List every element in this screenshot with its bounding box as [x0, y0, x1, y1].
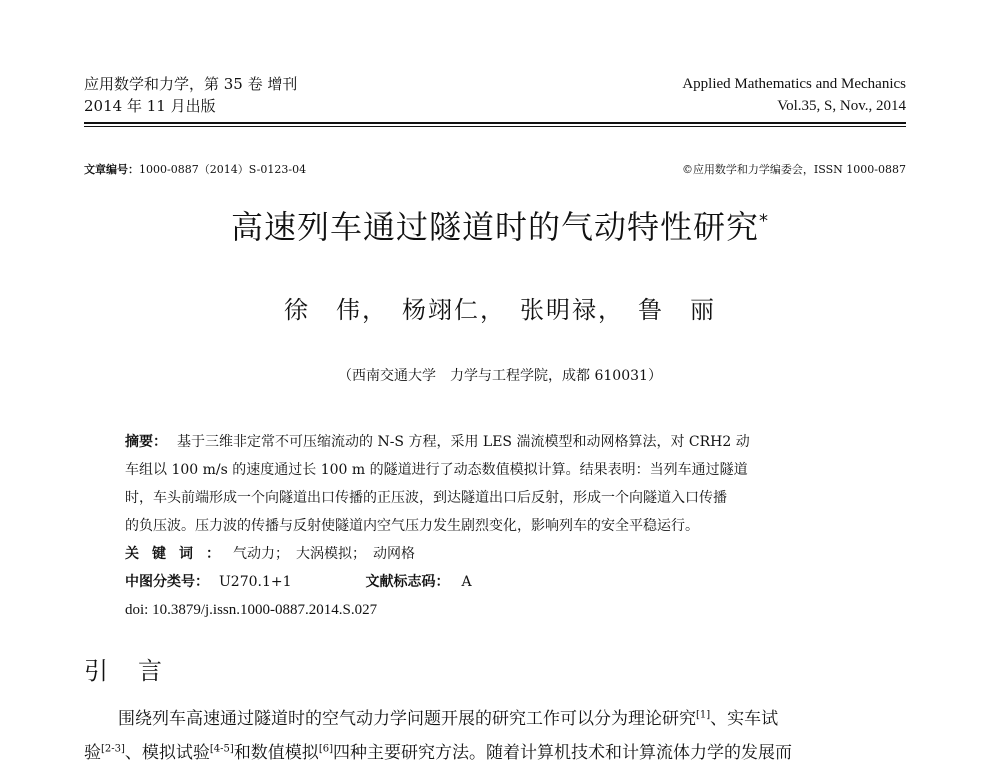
article-meta-row: [84, 162, 906, 178]
classification-value: U270.1+1: [219, 574, 292, 590]
body-text: [84, 702, 906, 770]
author-affiliation: （西南交通大学 力学与工程学院，成都 610031）: [338, 368, 662, 384]
body-line: [84, 702, 906, 736]
abstract-text-1: 基于三维非定常不可压缩流动的 N-S 方程，采用 LES 湍流模型和动网格算法，对 CRH2 动: [177, 434, 750, 450]
abstract-label: 摘要：: [125, 434, 167, 450]
keywords-value: 气动力； 大涡模拟； 动网格: [233, 546, 415, 562]
abstract-line: [125, 428, 881, 456]
body-line: [84, 736, 906, 770]
abstract-line: 的负压波。压力波的传播与反射使隧道内空气压力发生剧烈变化，影响列车的安全平稳运行。: [125, 518, 699, 534]
body-text-segment: 验: [84, 743, 101, 763]
body-text-segment: 和数值模拟: [233, 743, 319, 763]
classification-label: 中图分类号：: [125, 574, 209, 590]
header-rule-thin: [84, 126, 906, 127]
citation-ref: [4-5]: [209, 743, 234, 755]
journal-header: [84, 74, 906, 122]
header-rule-thick: [84, 122, 906, 124]
copyright-notice: ©应用数学和力学编委会，ISSN 1000-0887: [681, 163, 906, 176]
keywords-line: [125, 540, 881, 568]
body-text-segment: 、模拟试验: [124, 743, 210, 763]
document-code-label: 文献标志码：: [365, 574, 450, 590]
article-number-label: 文章编号：: [84, 163, 139, 176]
body-text-segment: 围绕列车高速通过隧道时的空气动力学问题开展的研究工作可以分为理论研究: [118, 709, 696, 729]
paper-title: [130, 205, 870, 249]
citation-ref: [6]: [318, 743, 333, 755]
title-footnote-mark: *: [759, 210, 769, 232]
abstract-line: 车组以 100 m/s 的速度通过长 100 m 的隧道进行了动态数值模拟计算。结果表明：当列车通过隧道: [125, 462, 748, 478]
body-text-segment: 四种主要研究方法。随着计算机技术和计算流体力学的发展而: [332, 743, 792, 763]
article-number-value: 1000-0887（2014）S-0123-04: [139, 163, 307, 176]
body-text-segment: 、实车试: [710, 709, 779, 729]
journal-name-cn: 应用数学和力学，第 35 卷 增刊: [84, 75, 298, 93]
classification-line: [125, 568, 881, 596]
doi-line: doi: 10.3879/j.issn.1000-0887.2014.S.027: [125, 602, 378, 618]
issue-date-cn: 2014 年 11 月出版: [84, 97, 216, 115]
citation-ref: [1]: [696, 709, 711, 721]
article-number: [84, 162, 306, 178]
paper-title-text: 高速列车通过隧道时的气动特性研究: [230, 208, 759, 246]
journal-name-en: Applied Mathematics and Mechanics: [682, 76, 906, 92]
keywords-label: 关键词：: [125, 546, 233, 562]
document-code-value: A: [461, 574, 472, 590]
author-list: 徐 伟， 杨翊仁， 张明禄， 鲁 丽: [284, 296, 716, 324]
citation-ref: [2-3]: [101, 743, 125, 755]
volume-info-en: Vol.35, S, Nov., 2014: [777, 98, 906, 114]
section-heading-introduction: 引言: [84, 657, 192, 685]
abstract-block: [125, 428, 881, 624]
abstract-line: 时，车头前端形成一个向隧道出口传播的正压波，到达隧道出口后反射，形成一个向隧道入口传播: [125, 490, 727, 506]
